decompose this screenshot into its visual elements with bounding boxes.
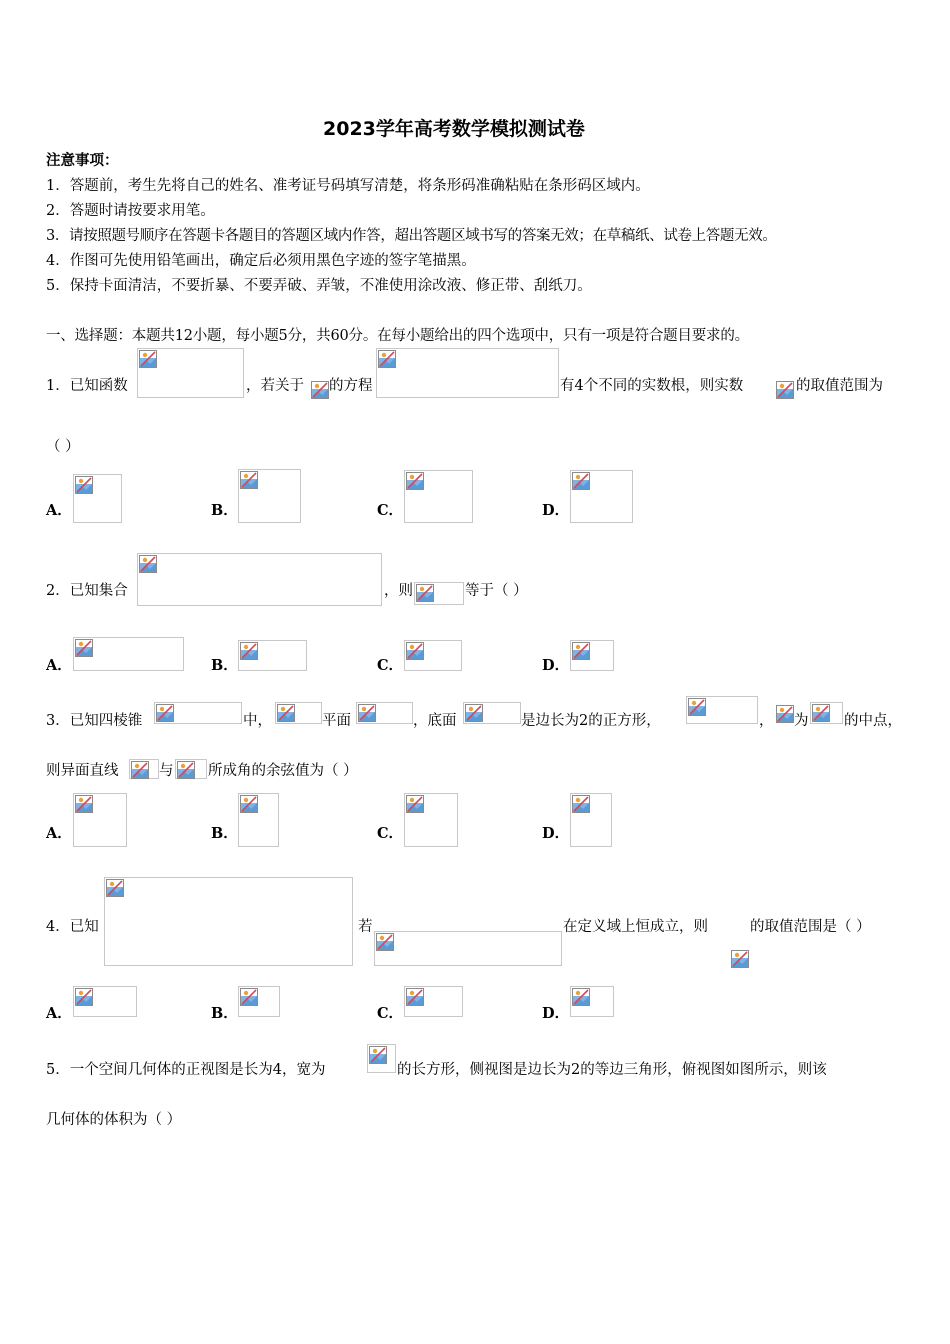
option-b-label: B． bbox=[211, 657, 238, 674]
broken-image-icon bbox=[731, 950, 749, 968]
icon-sun-mark bbox=[410, 991, 414, 995]
icon-sun-mark bbox=[244, 645, 248, 649]
broken-image-icon bbox=[572, 988, 590, 1006]
broken-image-icon bbox=[465, 704, 483, 722]
icon-sun-mark bbox=[281, 707, 285, 711]
q5-text: 几何体的体积为（ ） bbox=[46, 1112, 182, 1128]
broken-image-icon bbox=[311, 381, 329, 399]
q2-text: 等于（ ） bbox=[465, 583, 528, 599]
broken-image-icon bbox=[240, 642, 258, 660]
icon-sun-mark bbox=[576, 798, 580, 802]
q1-text: ，若关于 bbox=[246, 378, 304, 394]
formula-image bbox=[104, 877, 353, 966]
option-b-label: B． bbox=[211, 502, 238, 519]
option-a-label: A． bbox=[46, 502, 72, 519]
icon-sun-mark bbox=[244, 991, 248, 995]
q1-text: 1．已知函数 bbox=[46, 378, 128, 394]
q2-text: 2．已知集合 bbox=[46, 583, 128, 599]
broken-image-icon bbox=[688, 698, 706, 716]
broken-image-icon bbox=[572, 642, 590, 660]
option-b-label: B． bbox=[211, 825, 238, 842]
q3-text: 的中点， bbox=[844, 713, 902, 729]
icon-sun-mark bbox=[79, 642, 83, 646]
broken-image-icon bbox=[369, 1046, 387, 1064]
icon-sun-mark bbox=[410, 798, 414, 802]
broken-image-icon bbox=[376, 933, 394, 951]
formula-image bbox=[374, 931, 562, 966]
broken-image-icon bbox=[240, 795, 258, 813]
broken-image-icon bbox=[572, 472, 590, 490]
icon-sun-mark bbox=[362, 707, 366, 711]
icon-sun-mark bbox=[143, 558, 147, 562]
q2-text: ，则 bbox=[384, 583, 413, 599]
q5-text: 5．一个空间几何体的正视图是长为4，宽为 bbox=[46, 1062, 326, 1078]
option-a-label: A． bbox=[46, 825, 72, 842]
broken-image-icon bbox=[378, 350, 396, 368]
q3-text: 中， bbox=[243, 713, 272, 729]
q1-text: 的方程 bbox=[329, 378, 373, 394]
broken-image-icon bbox=[776, 381, 794, 399]
broken-image-icon bbox=[406, 988, 424, 1006]
broken-image-icon bbox=[406, 472, 424, 490]
icon-sun-mark bbox=[780, 384, 784, 388]
icon-sun-mark bbox=[382, 353, 386, 357]
notice-item: 2．答题时请按要求用笔。 bbox=[46, 203, 215, 219]
q3-text: 是边长为2的正方形， bbox=[521, 713, 661, 729]
option-d-label: D． bbox=[542, 657, 570, 674]
icon-sun-mark bbox=[692, 701, 696, 705]
broken-image-icon bbox=[358, 704, 376, 722]
broken-image-icon bbox=[106, 879, 124, 897]
broken-image-icon bbox=[240, 471, 258, 489]
q3-text: ， bbox=[759, 713, 774, 729]
icon-sun-mark bbox=[816, 707, 820, 711]
notice-heading: 注意事项： bbox=[46, 152, 119, 169]
option-d-label: D． bbox=[542, 502, 570, 519]
option-d-label: D． bbox=[542, 1005, 570, 1022]
broken-image-icon bbox=[75, 795, 93, 813]
broken-image-icon bbox=[406, 795, 424, 813]
option-c-label: C． bbox=[377, 1005, 404, 1022]
q4-text: 若 bbox=[358, 919, 373, 935]
broken-image-icon bbox=[572, 795, 590, 813]
formula-image bbox=[376, 348, 559, 398]
broken-image-icon bbox=[240, 988, 258, 1006]
icon-sun-mark bbox=[79, 479, 83, 483]
q3-text: 所成角的余弦值为（ ） bbox=[208, 763, 358, 779]
icon-sun-mark bbox=[143, 353, 147, 357]
icon-sun-mark bbox=[410, 645, 414, 649]
icon-sun-mark bbox=[469, 707, 473, 711]
q4-text: 在定义域上恒成立，则 bbox=[563, 919, 708, 935]
broken-image-icon bbox=[406, 642, 424, 660]
broken-image-icon bbox=[277, 704, 295, 722]
broken-image-icon bbox=[177, 761, 195, 779]
icon-sun-mark bbox=[735, 953, 739, 957]
broken-image-icon bbox=[812, 704, 830, 722]
broken-image-icon bbox=[131, 761, 149, 779]
option-a-label: A． bbox=[46, 657, 72, 674]
notice-item: 4．作图可先使用铅笔画出，确定后必须用黑色字迹的签字笔描黑。 bbox=[46, 253, 476, 269]
broken-image-icon bbox=[156, 704, 174, 722]
broken-image-icon bbox=[75, 988, 93, 1006]
q1-text: 的取值范围为 bbox=[796, 378, 883, 394]
icon-sun-mark bbox=[373, 1049, 377, 1053]
page-title: 2023学年高考数学模拟测试卷 bbox=[323, 118, 585, 140]
q4-text: 4．已知 bbox=[46, 919, 99, 935]
option-b-label: B． bbox=[211, 1005, 238, 1022]
icon-sun-mark bbox=[380, 936, 384, 940]
formula-image bbox=[137, 553, 382, 606]
q3-text: 则异面直线 bbox=[46, 763, 119, 779]
q3-text: 为 bbox=[794, 713, 809, 729]
broken-image-icon bbox=[776, 705, 794, 723]
q3-text: ，底面 bbox=[413, 713, 457, 729]
broken-image-icon bbox=[75, 476, 93, 494]
icon-sun-mark bbox=[410, 475, 414, 479]
section-heading: 一、选择题：本题共12小题，每小题5分，共60分。在每小题给出的四个选项中，只有一项是符合题目要求的。 bbox=[46, 328, 749, 344]
icon-sun-mark bbox=[244, 474, 248, 478]
q4-text: 的取值范围是（ ） bbox=[750, 919, 871, 935]
q1-paren: （ ） bbox=[46, 439, 80, 455]
icon-sun-mark bbox=[160, 707, 164, 711]
q5-text: 的长方形，侧视图是边长为2的等边三角形，俯视图如图所示，则该 bbox=[397, 1062, 827, 1078]
broken-image-icon bbox=[75, 639, 93, 657]
icon-sun-mark bbox=[181, 764, 185, 768]
q3-text: 平面 bbox=[322, 713, 351, 729]
notice-item: 3．请按照题号顺序在答题卡各题目的答题区域内作答，超出答题区域书写的答案无效；在草稿纸、试卷上答题无效。 bbox=[46, 228, 777, 244]
icon-sun-mark bbox=[79, 991, 83, 995]
option-c-label: C． bbox=[377, 502, 404, 519]
notice-item: 1．答题前，考生先将自己的姓名、准考证号码填写清楚，将条形码准确粘贴在条形码区域内。 bbox=[46, 178, 650, 194]
icon-sun-mark bbox=[420, 587, 424, 591]
q1-text: 有4个不同的实数根，则实数 bbox=[560, 378, 744, 394]
option-a-label: A． bbox=[46, 1005, 72, 1022]
icon-sun-mark bbox=[135, 764, 139, 768]
icon-sun-mark bbox=[576, 645, 580, 649]
icon-sun-mark bbox=[576, 475, 580, 479]
notice-item: 5．保持卡面清洁，不要折暴、不要弄破、弄皱，不准使用涂改液、修正带、刮纸刀。 bbox=[46, 278, 592, 294]
broken-image-icon bbox=[416, 584, 434, 602]
q3-text: 与 bbox=[159, 763, 174, 779]
option-d-label: D． bbox=[542, 825, 570, 842]
icon-sun-mark bbox=[244, 798, 248, 802]
icon-sun-mark bbox=[110, 882, 114, 886]
icon-sun-mark bbox=[576, 991, 580, 995]
option-c-label: C． bbox=[377, 825, 404, 842]
icon-sun-mark bbox=[79, 798, 83, 802]
broken-image-icon bbox=[139, 555, 157, 573]
icon-sun-mark bbox=[315, 384, 319, 388]
option-c-label: C． bbox=[377, 657, 404, 674]
q3-text: 3．已知四棱锥 bbox=[46, 713, 143, 729]
broken-image-icon bbox=[139, 350, 157, 368]
icon-sun-mark bbox=[780, 708, 784, 712]
